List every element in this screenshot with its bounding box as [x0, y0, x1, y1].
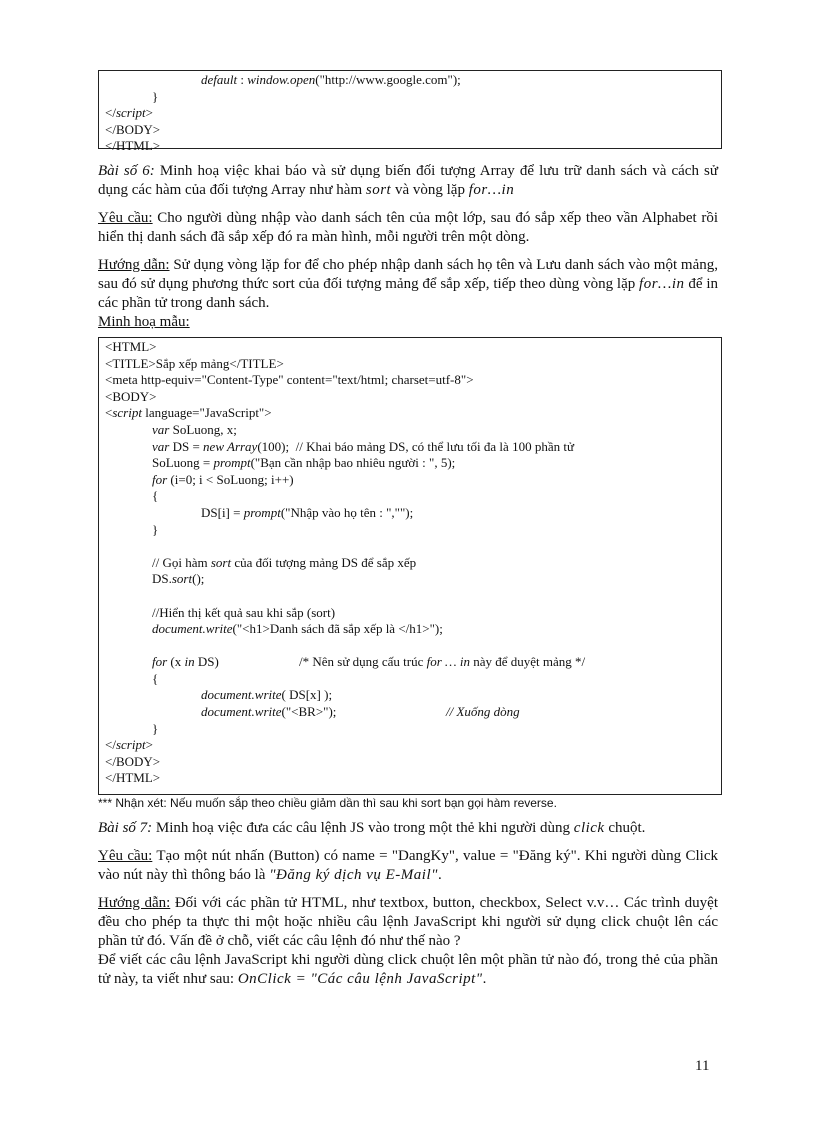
- exercise-7-guide: Hướng dẫn: Đối với các phần tử HTML, như textbox, button, checkbox, Select v.v… Các trình duyệt đều cho phép ta thực thi một hoặc nhiều câu lệnh JavaScript khi người sử dụng click chuột lên các phần tử đó. Vấn đề ở chỗ, viết các câu lệnh đó như thế nào ? Để viết các câu lệnh JavaScript khi người dùng click chuột lên một phần tử nào đó, trong thẻ của phần tử này, ta viết như sau: OnClick = "Các câu lệnh JavaScript".: [98, 895, 718, 987]
- code-line-blank: [105, 538, 715, 555]
- code-line: </script>: [105, 105, 153, 121]
- code-line: var SoLuong, x;: [152, 421, 237, 437]
- code-line: {: [152, 488, 159, 504]
- remark-note: *** Nhận xét: Nếu muốn sắp theo chiều giảm dần thì sau khi sort bạn gọi hàm reverse.: [98, 796, 557, 810]
- code-line: var DS = new Array(100); // Khai báo mảng DS, có thể lưu tối đa là 100 phần tử: [152, 438, 574, 454]
- sample-label: Minh hoạ mẫu:: [98, 314, 190, 330]
- code-line: document.write( DS[x] );: [201, 687, 333, 703]
- code-line: for (i=0; i < SoLuong; i++): [152, 471, 294, 487]
- code-line: }: [152, 88, 159, 104]
- exercise-6-requirement: Yêu cầu: Cho người dùng nhập vào danh sách tên của một lớp, sau đó sắp xếp theo vần Alphabet rồi hiển thị danh sách đã sắp xếp đó ra màn hình, mỗi người trên một dòng.: [98, 210, 718, 245]
- code-line: </BODY>: [105, 753, 161, 769]
- code-line: <HTML>: [105, 339, 157, 354]
- code-line-blank: [105, 638, 715, 655]
- page-number: 11: [695, 1058, 710, 1074]
- code-line: <TITLE>Sắp xếp mảng</TITLE>: [105, 355, 284, 371]
- code-line: // Gọi hàm sort của đối tượng mảng DS để sắp xếp: [152, 554, 417, 570]
- code-line: DS[i] = prompt("Nhập vào họ tên : ","");: [201, 504, 414, 520]
- code-line: </HTML>: [105, 138, 161, 154]
- code-line: <script language="JavaScript">: [105, 405, 272, 421]
- code-line: </script>: [105, 737, 153, 753]
- code-line: }: [152, 521, 159, 537]
- code-line: DS.sort();: [152, 571, 205, 587]
- code-line: document.write("<h1>Danh sách đã sắp xếp là </h1>");: [152, 621, 443, 637]
- code-box-continuation: [98, 70, 722, 154]
- code-line: {: [152, 670, 159, 686]
- exercise-7-requirement: Yêu cầu: Tạo một nút nhấn (Button) có name = "DangKy", value = "Đăng ký". Khi người dùng Click vào nút này thì thông báo là "Đăng ký dịch vụ E-Mail".: [98, 848, 718, 883]
- exercise-6-title: Bài số 6: Minh hoạ việc khai báo và sử dụng biến đối tượng Array để lưu trữ danh sách và cách sử dụng các hàm của đối tượng Array như hàm sort và vòng lặp for…in: [98, 163, 718, 198]
- code-line-blank: [105, 588, 715, 605]
- code-line: </HTML>: [105, 770, 161, 786]
- code-line: <meta http-equiv="Content-Type" content="text/html; charset=utf-8">: [105, 372, 474, 388]
- exercise-7-title: Bài số 7: Minh hoạ việc đưa các câu lệnh JS vào trong một thẻ khi người dùng click chuột.: [98, 820, 646, 836]
- code-line: for (x in DS) /* Nên sử dụng cấu trúc for … in này để duyệt mảng */: [152, 654, 586, 670]
- code-line: }: [152, 720, 159, 736]
- code-line: document.write("<BR>"); // Xuống dòng: [201, 704, 520, 720]
- code-line: default : window.open("http://www.google.com");: [201, 72, 461, 87]
- code-line: <BODY>: [105, 388, 157, 404]
- exercise-6-guide: Hướng dẫn: Sử dụng vòng lặp for để cho phép nhập danh sách họ tên và Lưu danh sách vào một mảng, sau đó sử dụng phương thức sort của đối tượng mảng để sắp xếp, tiếp theo dùng vòng lặp for…in để in các phần tử trong danh sách.: [98, 257, 718, 311]
- code-line: //Hiển thị kết quả sau khi sắp (sort): [152, 604, 336, 620]
- code-box-sort-array: [98, 337, 722, 795]
- code-line: </BODY>: [105, 121, 161, 137]
- code-line: SoLuong = prompt("Bạn cần nhập bao nhiêu người : ", 5);: [152, 455, 456, 471]
